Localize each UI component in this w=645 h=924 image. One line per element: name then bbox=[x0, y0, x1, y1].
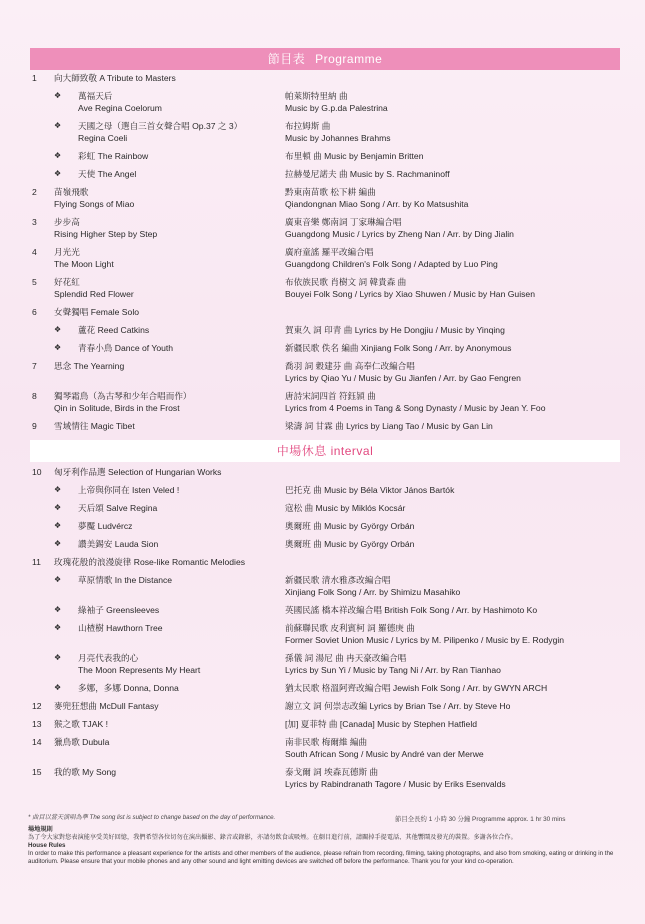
item-number: 4 bbox=[32, 247, 37, 257]
title-line: The Moon Light bbox=[54, 259, 114, 269]
item-credits bbox=[285, 276, 620, 300]
title-line: 山楂樹 Hawthorn Tree bbox=[78, 623, 163, 633]
credit-line: 奧爾班 曲 Music by György Orbán bbox=[285, 539, 415, 549]
item-title bbox=[78, 622, 278, 634]
programme-item bbox=[30, 276, 620, 306]
credit-line: 前蘇聯民歌 皮利賓柯 詞 羅德庚 曲 bbox=[285, 623, 415, 633]
title-line: 雪域情往 Magic Tibet bbox=[54, 421, 135, 431]
programme-subitem bbox=[30, 90, 620, 120]
item-credits bbox=[285, 574, 620, 598]
title-line: Flying Songs of Miao bbox=[54, 199, 135, 209]
duration-note: 節目全長約 1 小時 30 分鐘 Programme approx. 1 hr 30 mins bbox=[395, 816, 566, 823]
item-title bbox=[78, 604, 278, 616]
credit-line: 布拉姆斯 曲 bbox=[285, 121, 331, 131]
bullet-icon: ❖ bbox=[54, 521, 62, 530]
title-line: 夢魘 Ludvércz bbox=[78, 521, 133, 531]
item-number: 15 bbox=[32, 767, 42, 777]
item-title bbox=[78, 342, 278, 354]
item-title bbox=[78, 502, 278, 514]
item-credits bbox=[285, 324, 620, 336]
interval-bar bbox=[30, 440, 620, 462]
title-line: 草原情歌 In the Distance bbox=[78, 575, 173, 585]
title-line: 綠袖子 Greensleeves bbox=[78, 605, 160, 615]
credit-line: 喬羽 詞 穀建芬 曲 高奉仁改編合唱 bbox=[285, 361, 415, 371]
title-line: 蘆花 Reed Catkins bbox=[78, 325, 150, 335]
title-line: 獵鳥歌 Dubula bbox=[54, 737, 110, 747]
programme-subitem bbox=[30, 652, 620, 682]
item-credits bbox=[285, 420, 620, 432]
programme-header bbox=[30, 48, 620, 70]
bullet-icon: ❖ bbox=[54, 623, 62, 632]
title-line: Splendid Red Flower bbox=[54, 289, 134, 299]
credit-line: Lyrics by Sun Yi / Music by Tang Ni / Arr. by Ran Tianhao bbox=[285, 665, 501, 675]
item-credits bbox=[285, 246, 620, 270]
title-line: Regina Coeli bbox=[78, 133, 128, 143]
title-line: 女聲獨唱 Female Solo bbox=[54, 307, 140, 317]
title-line: 月光光 bbox=[54, 247, 80, 257]
item-title bbox=[54, 186, 279, 210]
bullet-icon: ❖ bbox=[54, 151, 62, 160]
item-title bbox=[78, 682, 278, 694]
programme-item bbox=[30, 246, 620, 276]
bullet-icon: ❖ bbox=[54, 485, 62, 494]
credit-line: 新疆民歌 佚名 編曲 Xinjiang Folk Song / Arr. by Anonymous bbox=[285, 343, 512, 353]
programme-item bbox=[30, 420, 620, 438]
item-credits bbox=[285, 700, 620, 712]
credit-line: Guangdong Music / Lyrics by Zheng Nan / Arr. by Ding Jialin bbox=[285, 229, 514, 239]
item-title bbox=[78, 538, 278, 550]
item-number: 9 bbox=[32, 421, 37, 431]
credit-line: 廣東音樂 鄭南詞 丁家琳編合唱 bbox=[285, 217, 402, 227]
item-title bbox=[78, 168, 278, 180]
item-title bbox=[54, 466, 279, 478]
credit-line: 賀東久 詞 印青 曲 Lyrics by He Dongjiu / Music by Yinqing bbox=[285, 325, 505, 335]
item-credits bbox=[285, 766, 620, 790]
title-line: 我的歌 My Song bbox=[54, 767, 117, 777]
item-credits bbox=[285, 538, 620, 550]
item-credits bbox=[285, 652, 620, 676]
title-line: 月亮代表我的心 bbox=[78, 653, 139, 663]
item-title bbox=[54, 306, 279, 318]
item-credits bbox=[285, 682, 620, 694]
header-title-zh: 節目表 bbox=[267, 52, 306, 66]
bullet-icon: ❖ bbox=[54, 605, 62, 614]
item-title bbox=[78, 90, 278, 114]
title-line: 向大師致敬 A Tribute to Masters bbox=[54, 73, 176, 83]
item-title bbox=[54, 736, 279, 748]
credit-line: 梁濤 詞 甘霖 曲 Lyrics by Liang Tao / Music by Gan Lin bbox=[285, 421, 493, 431]
credit-line: Xinjiang Folk Song / Arr. by Shimizu Masahiko bbox=[285, 587, 461, 597]
programme-item bbox=[30, 718, 620, 736]
item-title bbox=[54, 700, 279, 712]
programme-item bbox=[30, 186, 620, 216]
title-line: Qin in Solitude, Birds in the Frost bbox=[54, 403, 180, 413]
programme-subitem bbox=[30, 538, 620, 556]
item-credits bbox=[285, 604, 620, 616]
credit-line: 黔東南苗歌 松下耕 編曲 bbox=[285, 187, 376, 197]
item-title bbox=[78, 574, 278, 586]
title-line: 萬福天后 bbox=[78, 91, 113, 101]
credit-line: Former Soviet Union Music / Lyrics by M. Pilipenko / Music by E. Rodygin bbox=[285, 635, 565, 645]
programme-subitem bbox=[30, 574, 620, 604]
title-line: 青春小鳥 Dance of Youth bbox=[78, 343, 174, 353]
title-line: 苗嶺飛歌 bbox=[54, 187, 89, 197]
title-line: The Moon Represents My Heart bbox=[78, 665, 201, 675]
item-credits bbox=[285, 216, 620, 240]
item-credits bbox=[285, 390, 620, 414]
bullet-icon: ❖ bbox=[54, 683, 62, 692]
item-title bbox=[78, 484, 278, 496]
title-line: Rising Higher Step by Step bbox=[54, 229, 158, 239]
credit-line: 猶太民歌 格溫阿齊改編合唱 Jewish Folk Song / Arr. by GWYN ARCH bbox=[285, 683, 548, 693]
credit-line: Qiandongnan Miao Song / Arr. by Ko Matsushita bbox=[285, 199, 469, 209]
bullet-icon: ❖ bbox=[54, 343, 62, 352]
item-credits bbox=[285, 186, 620, 210]
credit-line: Lyrics by Qiao Yu / Music by Gu Jianfen / Arr. by Gao Fengren bbox=[285, 373, 521, 383]
item-number: 2 bbox=[32, 187, 37, 197]
item-number: 7 bbox=[32, 361, 37, 371]
title-line: 好花紅 bbox=[54, 277, 80, 287]
credit-line: 新疆民歌 清水雅彥改編合唱 bbox=[285, 575, 391, 585]
credit-line: 拉赫曼尼諾夫 曲 Music by S. Rachmaninoff bbox=[285, 169, 450, 179]
programme-item bbox=[30, 736, 620, 766]
credit-line: 巴托克 曲 Music by Béla Viktor János Bartók bbox=[285, 485, 455, 495]
credit-line: Lyrics from 4 Poems in Tang & Song Dynasty / Music by Jean Y. Foo bbox=[285, 403, 546, 413]
item-credits bbox=[285, 90, 620, 114]
bullet-icon: ❖ bbox=[54, 539, 62, 548]
bullet-icon: ❖ bbox=[54, 503, 62, 512]
item-title bbox=[54, 216, 279, 240]
header-title-en: Programme bbox=[315, 52, 383, 66]
interval-en: interval bbox=[326, 444, 374, 458]
item-credits bbox=[285, 622, 620, 646]
interval-label bbox=[30, 440, 620, 462]
credit-line: Bouyei Folk Song / Lyrics by Xiao Shuwen / Music by Han Guisen bbox=[285, 289, 535, 299]
programme-item bbox=[30, 766, 620, 796]
item-title bbox=[54, 556, 279, 568]
item-number: 1 bbox=[32, 73, 37, 83]
interval-zh: 中場休息 bbox=[276, 444, 327, 458]
programme-list bbox=[30, 72, 620, 796]
title-line: 獨琴霜鳥（為古琴和少年合唱而作） bbox=[54, 391, 192, 401]
item-title bbox=[78, 150, 278, 162]
programme-subitem bbox=[30, 324, 620, 342]
programme-item bbox=[30, 360, 620, 390]
item-title bbox=[54, 246, 279, 270]
item-title bbox=[54, 72, 279, 84]
credit-line: 布里頓 曲 Music by Benjamin Britten bbox=[285, 151, 424, 161]
item-number: 10 bbox=[32, 467, 42, 477]
item-title bbox=[54, 718, 279, 730]
house-rules-text-zh: 為了令大家對您表演能享受美好回憶，我們希望各位切勿在演出攝影、錄音或錄影，亦請勿飲食或吸煙。在劇目進行前，請關掉手提電話、其他響鬧及發光的裝置。多謝各位合作。 bbox=[28, 834, 517, 841]
credit-line: 孫儀 詞 湯尼 曲 冉天豪改編合唱 bbox=[285, 653, 407, 663]
programme-subitem bbox=[30, 342, 620, 360]
item-credits bbox=[285, 520, 620, 532]
item-number: 14 bbox=[32, 737, 42, 747]
title-line: 讚美錫安 Lauda Sion bbox=[78, 539, 159, 549]
item-number: 5 bbox=[32, 277, 37, 287]
title-line: 玫瑰花般的浪漫旋律 Rose-like Romantic Melodies bbox=[54, 557, 246, 567]
item-title bbox=[54, 420, 279, 432]
programme-subitem bbox=[30, 622, 620, 652]
credit-line: 布依族民歌 肖樹文 詞 韓貴森 曲 bbox=[285, 277, 407, 287]
credit-line: 謝立文 詞 何崇志改編 Lyrics by Brian Tse / Arr. by Steve Ho bbox=[285, 701, 511, 711]
programme-item bbox=[30, 390, 620, 420]
programme-item bbox=[30, 700, 620, 718]
programme-item bbox=[30, 72, 620, 90]
credit-line: Guangdong Children's Folk Song / Adapted by Luo Ping bbox=[285, 259, 498, 269]
programme-subitem bbox=[30, 168, 620, 186]
programme-subitem bbox=[30, 150, 620, 168]
title-line: 彩虹 The Rainbow bbox=[78, 151, 149, 161]
item-credits bbox=[285, 360, 620, 384]
title-line: 思念 The Yearning bbox=[54, 361, 125, 371]
title-line: 麥兜狂想曲 McDull Fantasy bbox=[54, 701, 159, 711]
item-number: 6 bbox=[32, 307, 37, 317]
credit-line: Music by G.p.da Palestrina bbox=[285, 103, 388, 113]
programme-item bbox=[30, 216, 620, 246]
programme-item bbox=[30, 466, 620, 484]
item-credits bbox=[285, 168, 620, 180]
item-number: 11 bbox=[32, 557, 41, 567]
item-number: 3 bbox=[32, 217, 37, 227]
item-number: 8 bbox=[32, 391, 37, 401]
item-title bbox=[78, 324, 278, 336]
item-number: 13 bbox=[32, 719, 42, 729]
title-line: 天國之母（選自三首女聲合唱 Op.37 之 3） bbox=[78, 121, 243, 131]
programme-item bbox=[30, 556, 620, 574]
title-line: 猴之歌 TJAK ! bbox=[54, 719, 108, 729]
credit-line: South African Song / Music by André van der Merwe bbox=[285, 749, 484, 759]
bullet-icon: ❖ bbox=[54, 91, 62, 100]
programme-subitem bbox=[30, 502, 620, 520]
item-title bbox=[54, 360, 279, 372]
item-credits bbox=[285, 718, 620, 730]
bullet-icon: ❖ bbox=[54, 653, 62, 662]
programme-subitem bbox=[30, 120, 620, 150]
credit-line: 奧爾班 曲 Music by György Orbán bbox=[285, 521, 415, 531]
item-credits bbox=[285, 342, 620, 354]
house-rules-heading-zh: 場地規則 bbox=[28, 826, 53, 833]
item-title bbox=[54, 390, 279, 414]
bullet-icon: ❖ bbox=[54, 575, 62, 584]
programme-subitem bbox=[30, 682, 620, 700]
item-title bbox=[54, 766, 279, 778]
item-title bbox=[78, 652, 278, 676]
footnote: * 曲目以當天演唱為準 The song list is subject to change based on the day of performance. bbox=[28, 814, 276, 821]
title-line: 上帝與你同在 Isten Veled ! bbox=[78, 485, 180, 495]
item-credits bbox=[285, 736, 620, 760]
item-credits bbox=[285, 120, 620, 144]
house-rules-heading-en: House Rules bbox=[28, 842, 66, 849]
credit-line: 唐詩宋詞四首 符鈺頴 曲 bbox=[285, 391, 376, 401]
title-line: 天后頌 Salve Regina bbox=[78, 503, 158, 513]
item-title bbox=[54, 276, 279, 300]
programme-item bbox=[30, 306, 620, 324]
bullet-icon: ❖ bbox=[54, 325, 62, 334]
item-credits bbox=[285, 484, 620, 496]
programme-subitem bbox=[30, 520, 620, 538]
credit-line: 帕萊斯特里納 曲 bbox=[285, 91, 348, 101]
item-credits bbox=[285, 150, 620, 162]
programme-subitem bbox=[30, 604, 620, 622]
bullet-icon: ❖ bbox=[54, 121, 62, 130]
credit-line: 英國民謠 橋本祥改編合唱 British Folk Song / Arr. by Hashimoto Ko bbox=[285, 605, 538, 615]
title-line: 匈牙利作品選 Selection of Hungarian Works bbox=[54, 467, 222, 477]
item-credits bbox=[285, 502, 620, 514]
credit-line: [加] 夏菲特 曲 [Canada] Music by Stephen Hatfield bbox=[285, 719, 478, 729]
title-line: 天使 The Angel bbox=[78, 169, 137, 179]
title-line: 多娜，多娜 Donna, Donna bbox=[78, 683, 179, 693]
programme-subitem bbox=[30, 484, 620, 502]
house-rules-text-en: In order to make this performance a pleasant experience for the artists and other members of the audience, please refrain from recording, filming, taking photographs, and also from smoking, eating or drinking in the auditorium. Please ensure that your mobile phones and any other sound and light emitting devices are switched off before the performance. Thank you for your kind co-operation. bbox=[28, 850, 614, 865]
credit-line: 寇松 曲 Music by Miklós Kocsár bbox=[285, 503, 406, 513]
house-rules bbox=[28, 826, 620, 866]
bullet-icon: ❖ bbox=[54, 169, 62, 178]
credit-line: 南非民歌 梅爾維 編曲 bbox=[285, 737, 368, 747]
credit-line: Music by Johannes Brahms bbox=[285, 133, 391, 143]
item-title bbox=[78, 520, 278, 532]
credit-line: Lyrics by Rabindranath Tagore / Music by Eriks Esenvalds bbox=[285, 779, 506, 789]
credit-line: 廣府童謠 羅平改編合唱 bbox=[285, 247, 374, 257]
title-line: Ave Regina Coelorum bbox=[78, 103, 162, 113]
item-title bbox=[78, 120, 278, 144]
item-number: 12 bbox=[32, 701, 42, 711]
credit-line: 泰戈爾 詞 埃森瓦德斯 曲 bbox=[285, 767, 379, 777]
title-line: 步步高 bbox=[54, 217, 80, 227]
